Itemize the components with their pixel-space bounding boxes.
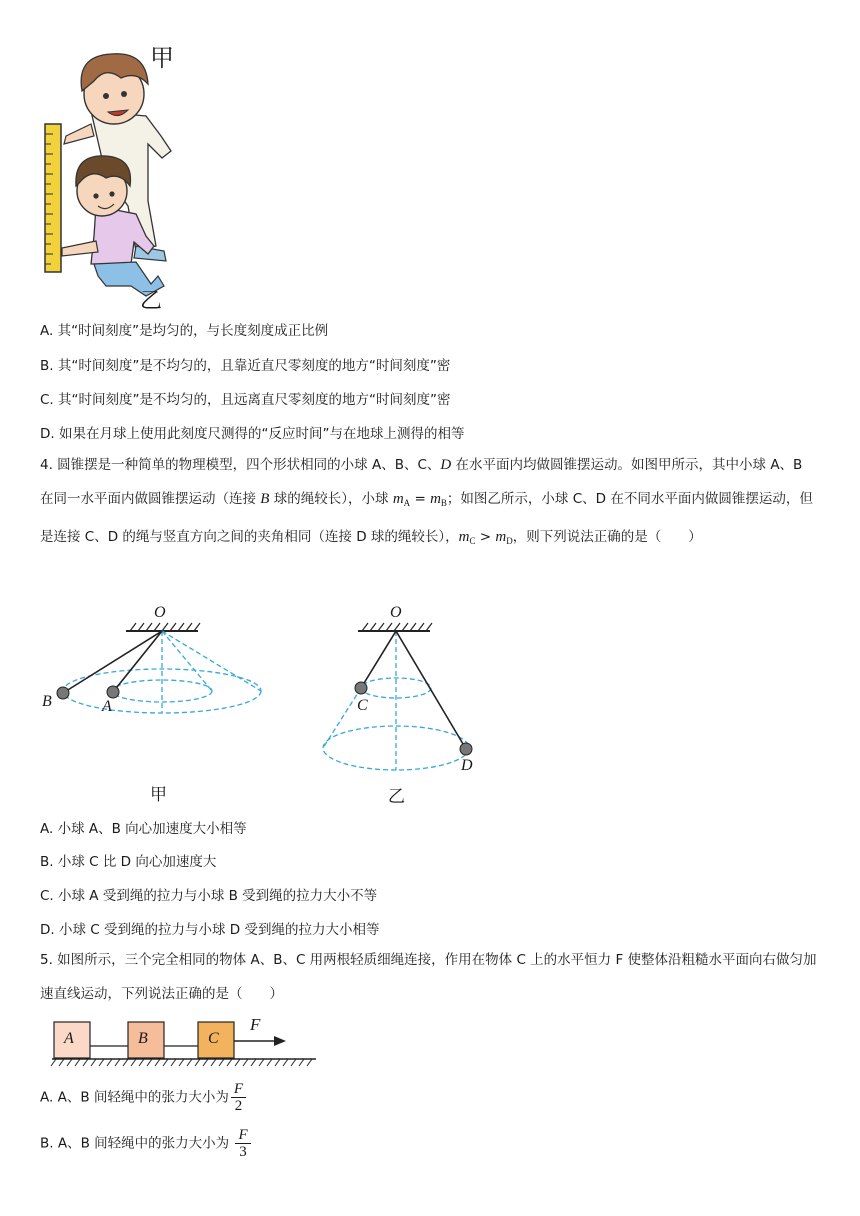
label-jia: 甲 — [150, 44, 174, 72]
ball-a — [107, 686, 119, 698]
conical-pendulum-figure-jia — [36, 605, 276, 805]
ball-d — [460, 743, 472, 755]
q3-option-d: D. 如果在月球上使用此刻度尺测得的“反应时间”与在地球上测得的相等 — [40, 426, 465, 442]
q5-stem: 5. 如图所示，三个完全相同的物体 A、B、C 用两根轻质细绳连接，作用在物体 C 上的水平恒力 F 使整体沿粗糙水平面向右做匀加速直线运动，下列说法正确的是（ ） — [40, 952, 817, 1002]
q5-option-a-fraction: $\frac{F}{2}$ — [231, 1081, 246, 1114]
three-blocks-figure — [50, 1014, 320, 1074]
q5-option-b — [40, 1127, 251, 1160]
q3-option-c: C. 其“时间刻度”是不均匀的，且远离直尺零刻度的地方“时间刻度”密 — [40, 392, 451, 408]
q4-text-5: ，则下列说法正确的是（ ） — [512, 529, 702, 545]
q4-option-b: B. 小球 C 比 D 向心加速度大 — [40, 854, 217, 870]
fig-jia-label-O: O — [154, 604, 166, 621]
fig-jia-caption: 甲 — [150, 785, 167, 805]
reaction-time-illustration — [36, 36, 186, 311]
q4-mass-mC: $m_C$ — [458, 529, 476, 546]
q4-text-1: 4. 圆锥摆是一种简单的物理模型，四个形状相同的小球 A、B、C、 — [40, 457, 441, 473]
q4-text-D: D — [440, 457, 452, 473]
block-b-label: B — [138, 1030, 148, 1047]
label-yi: 乙 — [140, 289, 163, 314]
q4-option-c: C. 小球 A 受到绳的拉力与小球 B 受到绳的拉力大小不等 — [40, 888, 378, 904]
q4-option-a: A. 小球 A、B 向心加速度大小相等 — [40, 821, 247, 837]
q4-option-d: D. 小球 C 受到绳的拉力与小球 D 受到绳的拉力大小相等 — [40, 922, 380, 938]
block-c-label: C — [208, 1030, 219, 1047]
force-label-F: F — [250, 1015, 261, 1034]
q4-stem — [40, 448, 820, 558]
q5-option-a — [40, 1081, 246, 1114]
q4-mass-mD: $m_D$ — [495, 529, 513, 546]
q5-option-a-text: A. A、B 间轻绳中的张力大小为 — [40, 1089, 229, 1106]
ball-b — [57, 687, 69, 699]
fig-jia-label-B: B — [42, 693, 52, 710]
q4-text-3: 球的绳较长），小球 — [269, 491, 393, 507]
q3-option-b: B. 其“时间刻度”是不均匀的，且靠近直尺零刻度的地方“时间刻度”密 — [40, 358, 451, 374]
q4-mass-mB: $m_B$ — [430, 491, 447, 508]
ruler — [45, 124, 61, 272]
q5-option-b-text: B. A、B 间轻绳中的张力大小为 — [40, 1135, 234, 1152]
conical-pendulum-figure-yi — [316, 605, 496, 805]
block-a-label: A — [64, 1030, 74, 1047]
fig-yi-label-C: C — [357, 697, 368, 714]
ball-c — [355, 682, 367, 694]
q4-text-B: B — [260, 491, 270, 507]
q4-mass-mA: $m_A$ — [392, 491, 411, 508]
fig-yi-label-O: O — [390, 604, 402, 621]
fig-jia-label-A: A — [102, 698, 112, 715]
fig-yi-caption: 乙 — [388, 787, 405, 807]
fig-yi-label-D: D — [461, 757, 473, 774]
q4-gt: > — [475, 529, 496, 545]
force-arrow-icon — [274, 1036, 286, 1046]
q3-option-a: A. 其“时间刻度”是均匀的，与长度刻度成正比例 — [40, 323, 329, 339]
q4-text-4: ；如图乙所示，小球 C、D 在不同水平面内做圆锥摆运动，但是连接 C、D 的绳与竖直方向之间的夹角相同（连接 D 球的绳较长）， — [40, 491, 813, 545]
q4-text-2: 在水平面内均做圆锥摆运动。如图甲所示，其中小球 A、B 在同一水平面内做圆锥摆运动（连接 — [40, 457, 803, 507]
q4-eq: = — [410, 491, 431, 507]
q5-option-b-fraction: $\frac{F}{3}$ — [235, 1127, 250, 1160]
